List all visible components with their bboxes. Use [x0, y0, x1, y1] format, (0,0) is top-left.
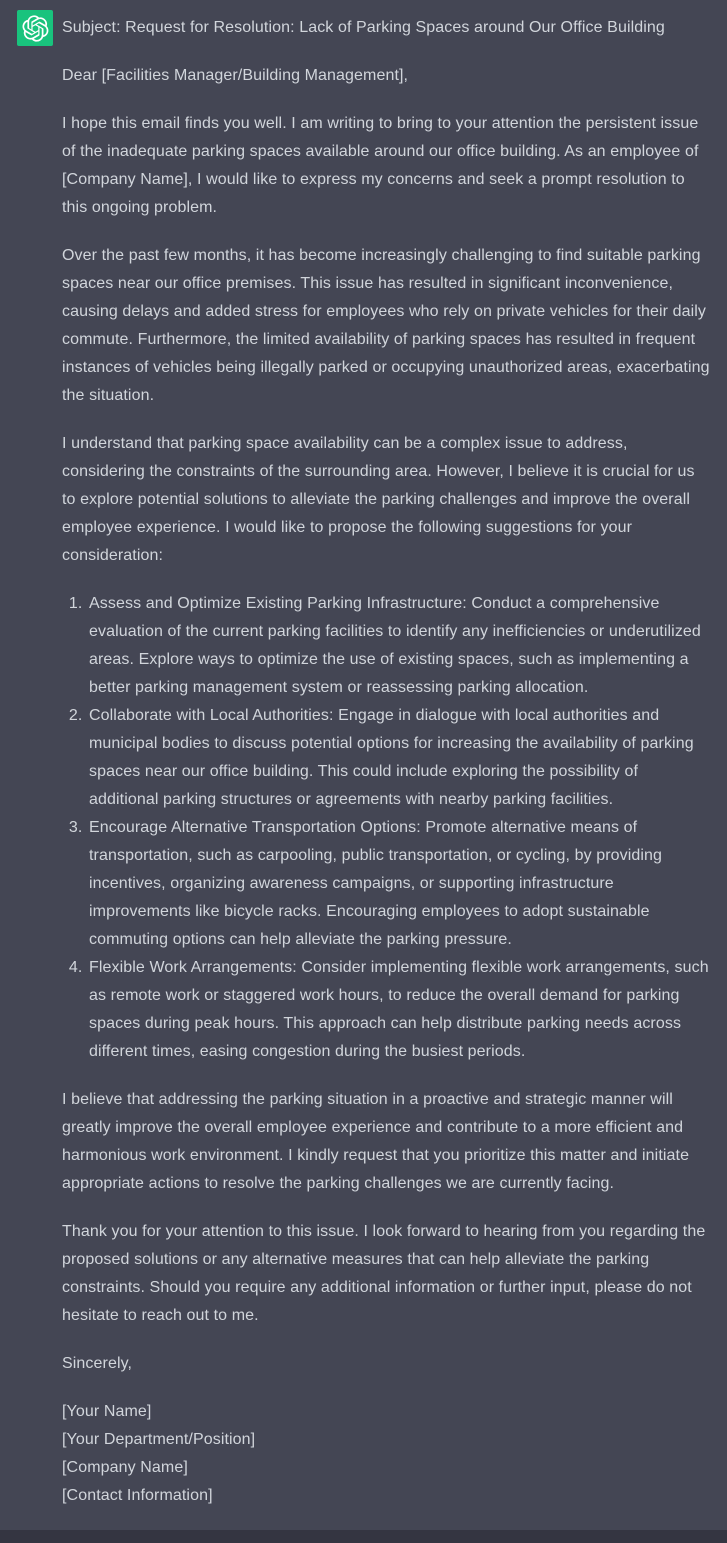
- signature-name: [Your Name]: [62, 1403, 152, 1420]
- assistant-avatar: [17, 10, 53, 46]
- signoff-line: Sincerely,: [62, 1355, 133, 1372]
- next-row-background-strip: [0, 1530, 727, 1543]
- subject-line: Subject: Request for Resolution: Lack of Parking Spaces around Our Office Building: [62, 19, 665, 36]
- list-item: 3. Encourage Alternative Transportation Options: Promote alternative means of transportation, such as carpooling, public transportation, or cycling, by providing incentives, organizing awareness campaigns, or supporting infrastructure improvements like bicycle racks. Encouraging employees to adopt sustainable commuting options can help alleviate the parking pressure.: [87, 814, 712, 954]
- signature-company: [Company Name]: [62, 1459, 188, 1476]
- list-item: 1. Assess and Optimize Existing Parking Infrastructure: Conduct a comprehensive evaluation of the current parking facilities to identify any inefficiencies or underutilized areas. Explore ways to optimize the use of existing spaces, such as implementing a better parking management system or reassessing parking allocation.: [87, 590, 712, 702]
- list-item: 4. Flexible Work Arrangements: Consider implementing flexible work arrangements, such as remote work or staggered work hours, to reduce the overall demand for parking spaces during peak hours. This approach can help distribute parking needs across different times, easing congestion during the busiest periods.: [87, 954, 712, 1066]
- paragraph-request: I believe that addressing the parking situation in a proactive and strategic manner will greatly improve the overall employee experience and contribute to a more efficient and harmonious work environment. I kindly request that you prioritize this matter and initiate appropriate actions to resolve the parking challenges we are currently facing.: [62, 1091, 690, 1192]
- suggestions-list: [62, 590, 712, 1066]
- paragraph-proposal-lead: I understand that parking space availability can be a complex issue to address, considering the constraints of the surrounding area. However, I believe it is crucial for us to explore potential solutions to alleviate the parking challenges and improve the overall employee experience. I would like to propose the following suggestions for your consideration:: [62, 435, 695, 564]
- paragraph-problem: Over the past few months, it has become increasingly challenging to find suitable parking spaces near our office premises. This issue has resulted in significant inconvenience, causing delays and added stress for employees who rely on private vehicles for their daily commute. Furthermore, the limited availability of parking spaces has resulted in frequent instances of vehicles being illegally parked or occupying unauthorized areas, exacerbating the situation.: [62, 247, 710, 404]
- paragraph-thanks: Thank you for your attention to this issue. I look forward to hearing from you regarding the proposed solutions or any alternative measures that can help alleviate the parking constraints. Should you require any additional information or further input, please do not hesitate to reach out to me.: [62, 1223, 706, 1324]
- greeting-line: Dear [Facilities Manager/Building Management],: [62, 67, 409, 84]
- signature-department: [Your Department/Position]: [62, 1431, 256, 1448]
- list-item: 2. Collaborate with Local Authorities: Engage in dialogue with local authorities and municipal bodies to discuss potential options for increasing the availability of parking spaces near our office building. This could include exploring the possibility of additional parking structures or agreements with nearby parking facilities.: [87, 702, 712, 814]
- openai-logo-icon: [22, 15, 49, 42]
- message-content: [62, 10, 712, 1530]
- paragraph-intro: I hope this email finds you well. I am writing to bring to your attention the persistent issue of the inadequate parking spaces available around our office building. As an employee of [Company Name], I would like to express my concerns and seek a prompt resolution to this ongoing problem.: [62, 115, 699, 216]
- signature-contact: [Contact Information]: [62, 1487, 213, 1504]
